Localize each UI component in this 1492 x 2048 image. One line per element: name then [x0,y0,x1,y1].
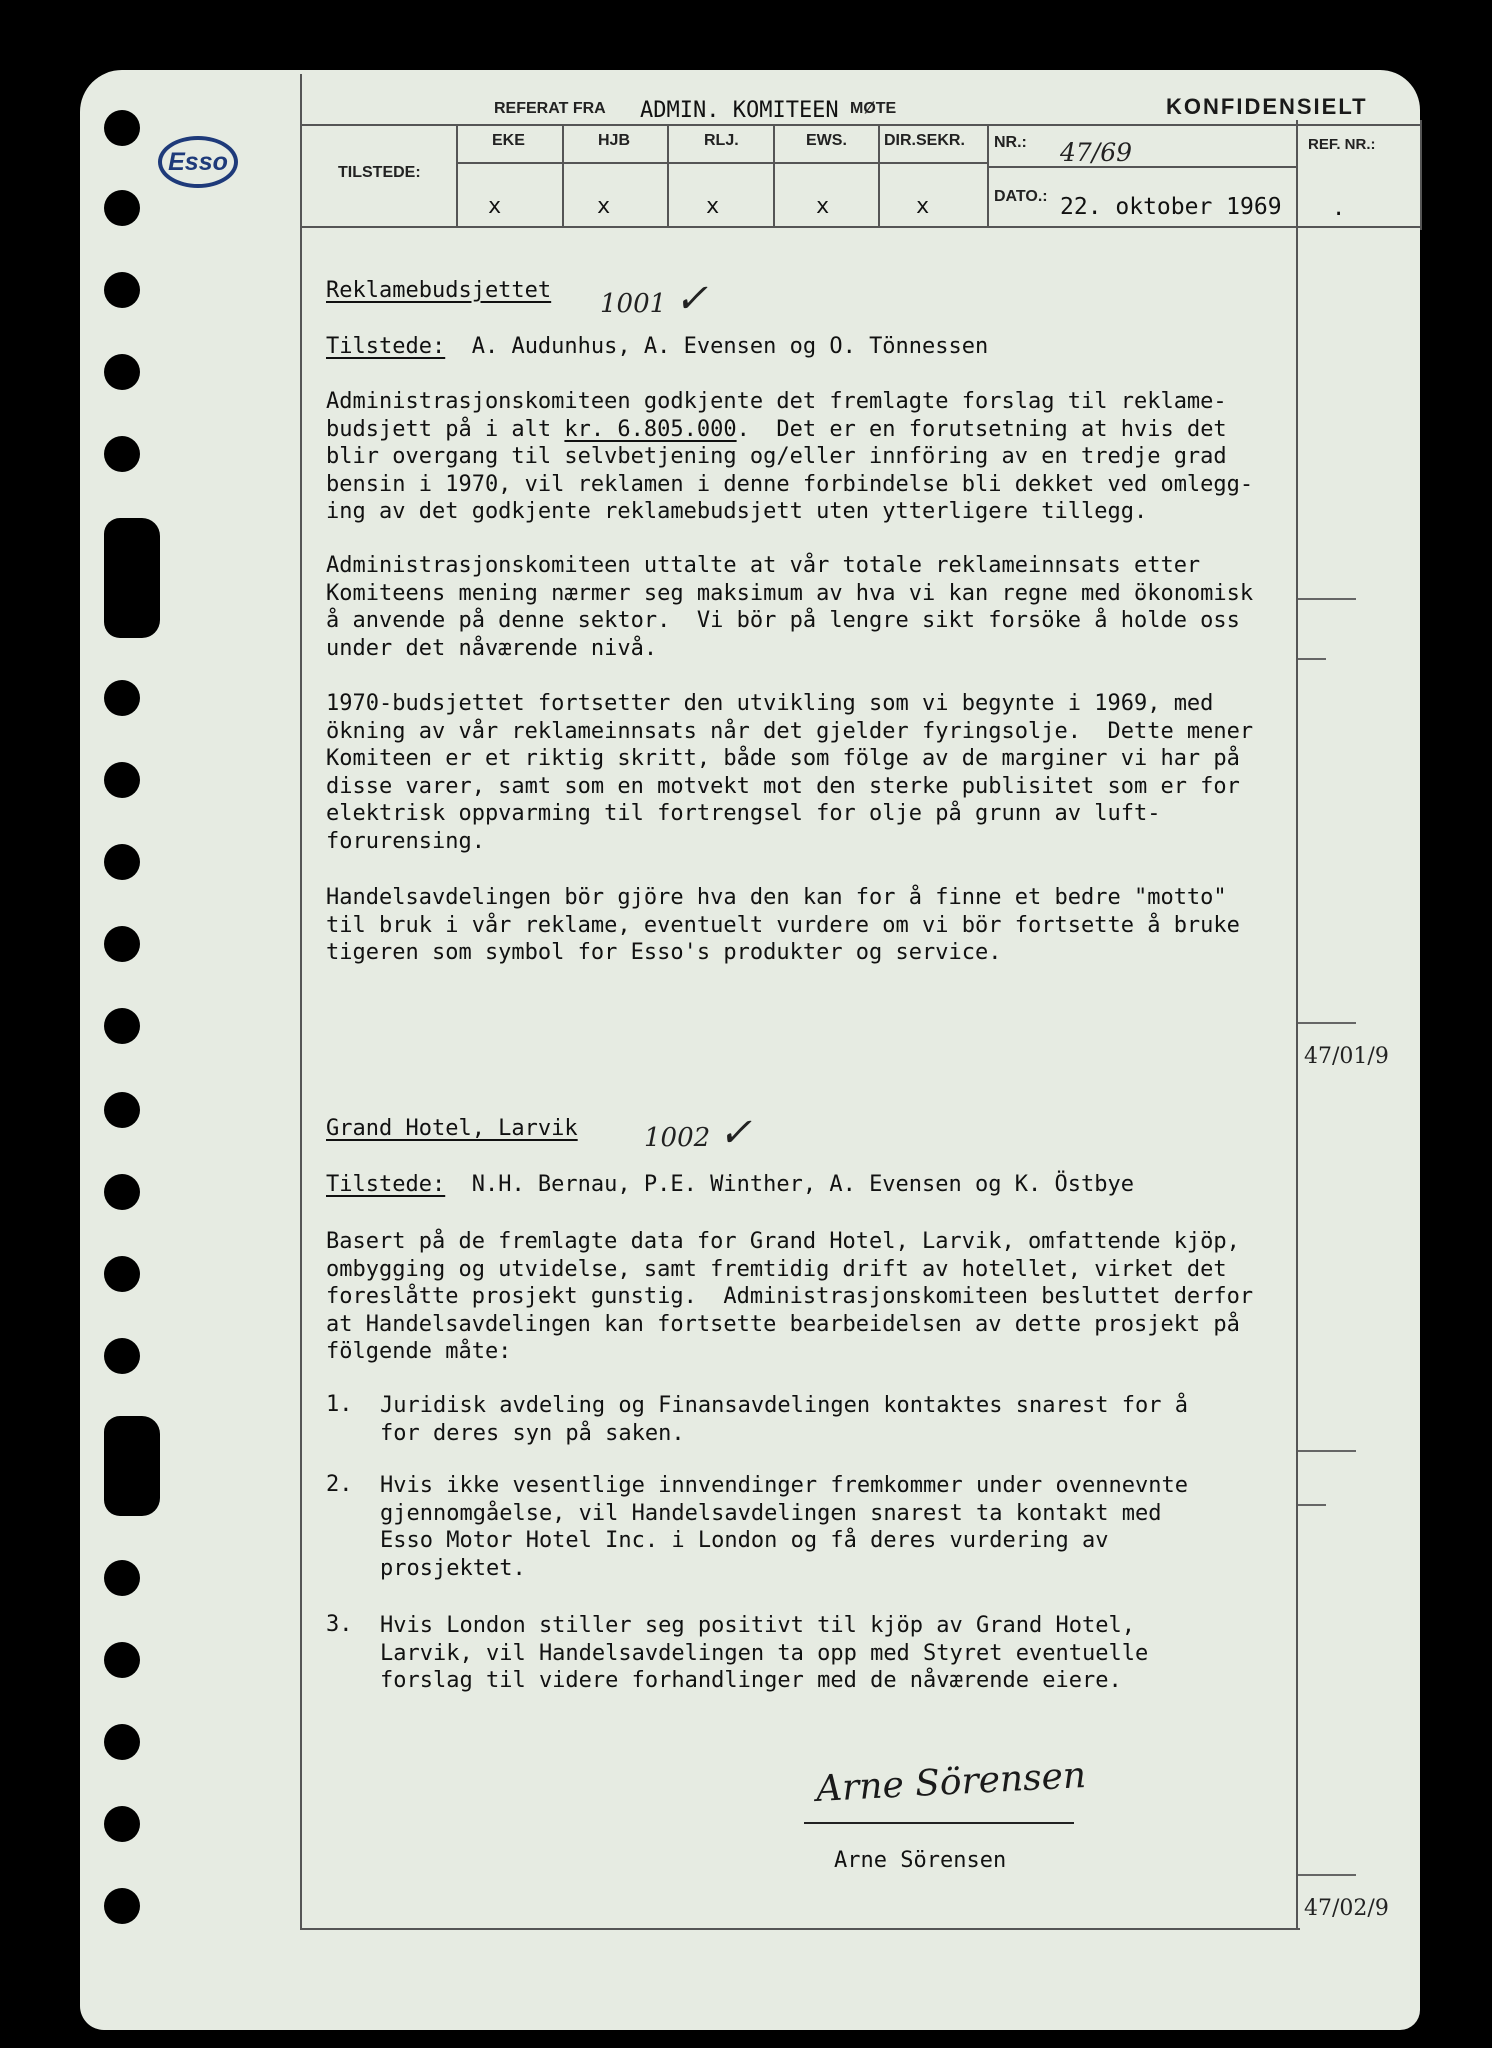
binder-slot [104,1416,160,1516]
nr-value: 47/69 [1060,138,1133,167]
section-title: Grand Hotel, Larvik [326,1116,578,1141]
attendance-mark: x [916,194,930,219]
column-label: EKE [492,132,525,149]
punch-hole [104,1560,140,1596]
header-top-line [300,124,1420,126]
punch-hole [104,354,140,390]
attendance-mark: x [488,194,502,219]
ref-nr-label: REF. NR.: [1308,136,1376,153]
punch-hole [104,1174,140,1210]
signature-name: Arne Sörensen [834,1848,1007,1873]
document-page [80,70,1420,2030]
mote-label: MØTE [850,100,897,117]
header-divider [878,124,880,226]
binder-slot [104,518,160,638]
header-column-label-line [456,162,987,164]
tilstede-value: N.H. Bernau, P.E. Winther, A. Evensen og K. Östbye [445,1172,1134,1197]
paragraph: Basert på de fremlagte data for Grand Hotel, Larvik, omfattende kjöp, ombygging og utvidelse, samt fremtidig drift av hotellet, virket det foreslåtte prosjekt gunstig. Administrasjonskomiteen besluttet derfor at Handelsavdelingen kan fortsette bearbeidelsen av dette prosjekt på fölgende måte: [326,1229,1254,1364]
frame-left-line [300,74,302,1930]
punch-hole [104,110,140,146]
header-bottom-line [300,226,1420,228]
margin-mark [1298,1874,1356,1876]
punch-hole [104,680,140,716]
dato-value: 22. oktober 1969 [1060,194,1282,220]
margin-mark [1298,598,1356,600]
list-item: Juridisk avdeling og Finansavdelingen kontaktes snarest for å for deres syn på saken. [380,1393,1188,1446]
header-divider [667,124,669,226]
tilstede-line [326,1172,1134,1197]
paragraph: Handelsavdelingen bör gjöre hva den kan for å finne et bedre "motto" til bruk i vår reklame, eventuelt vurdere om vi bör fortsette å bruke tigeren som symbol for Esso's produkter og service. [326,885,1240,965]
attendance-mark: x [706,194,720,219]
header-divider [562,124,564,226]
tilstede-line [326,334,988,359]
nr-line [987,166,1296,168]
punch-hole [104,1724,140,1760]
frame-right-column-line [1296,120,1298,1930]
section-title: Reklamebudsjettet [326,278,552,303]
margin-mark [1298,1022,1356,1024]
punch-hole [104,1642,140,1678]
referat-label: REFERAT FRA [494,100,606,117]
punch-hole [104,844,140,880]
punch-hole [104,1008,140,1044]
column-label: DIR.SEKR. [884,132,965,149]
punch-hole [104,1256,140,1292]
punch-hole [104,1338,140,1374]
punch-hole [104,436,140,472]
margin-mark [1298,1504,1326,1506]
nr-label: NR.: [994,134,1027,151]
confidential-stamp: KONFIDENSIELT [1166,94,1368,119]
referat-value: ADMIN. KOMITEEN [640,98,839,123]
header-divider [773,124,775,226]
paragraph: Administrasjonskomiteen uttalte at vår totale reklameinnsats etter Komiteens mening nærmer seg maksimum av hva vi kan regne med ökonomisk å anvende på denne sektor. Vi bör på lengre sikt forsöke å holde oss under det nåværende nivå. [326,553,1254,661]
punch-hole [104,762,140,798]
section-ref-number: 47/02/9 [1304,1896,1389,1921]
handwritten-note: 1001 ✓ [600,276,708,322]
column-label: RLJ. [704,132,739,149]
tilstede-value: A. Audunhus, A. Evensen og O. Tönnessen [445,334,989,359]
tilstede-header-label: TILSTEDE: [338,164,421,181]
column-label: EWS. [806,132,847,149]
attendance-mark: x [597,194,611,219]
list-item: Hvis ikke vesentlige innvendinger fremkommer under ovennevnte gjennomgåelse, vil Handelsavdelingen snarest ta kontakt med Esso Motor Hotel Inc. i London og få deres vurdering av prosjektet. [380,1473,1188,1581]
tilstede-label: Tilstede: [326,334,446,359]
punch-hole [104,1888,140,1924]
attendance-mark: x [816,194,830,219]
column-label: HJB [598,132,631,149]
section-ref-number: 47/01/9 [1304,1044,1389,1069]
signature: Arne Sörensen [815,1754,1088,1811]
tilstede-label: Tilstede: [326,1172,446,1197]
paragraph: Administrasjonskomiteen godkjente det fremlagte forslag til reklame- budsjett på i alt kr. 6.805.000. Det er en forutsetning at hvis det blir overgang til selvbetjening og/eller innföring av en tredje grad bensin i 1970, vil reklamen i denne forbindelse bli dekket ved omlegg- ing av det godkjente reklamebudsjett uten ytterligere tillegg. [326,389,1254,524]
margin-mark [1298,658,1326,660]
list-number: 2. [326,1472,353,1497]
punch-hole [104,926,140,962]
list-item: Hvis London stiller seg positivt til kjöp av Grand Hotel, Larvik, vil Handelsavdelingen ta opp med Styret eventuelle forslag til videre forhandlinger med de nåværende eiere. [380,1613,1149,1693]
punch-hole [104,272,140,308]
ref-nr-value: . [1332,196,1346,221]
punch-hole [104,190,140,226]
paragraph: 1970-budsjettet fortsetter den utvikling som vi begynte i 1969, med ökning av vår reklameinnsats når det gjelder fyringsolje. Dette mener Komiteen er et riktig skritt, både som fölge av de marginer vi har på disse varer, samt som en motvekt mot den sterke publisitet som er for elektrisk oppvarming til fortrengsel for olje på grunn av luft- forurensing. [326,691,1254,854]
list-number: 3. [326,1612,353,1637]
list-number: 1. [326,1392,353,1417]
dato-label: DATO.: [994,188,1048,205]
header-divider [456,124,458,226]
header-right-edge [1420,120,1422,230]
frame-bottom-line [300,1928,1300,1930]
handwritten-note: 1002 ✓ [644,1110,752,1156]
margin-mark [1298,1450,1356,1452]
header-divider [987,124,989,226]
esso-logo: Esso [158,136,238,188]
punch-hole [104,1092,140,1128]
punch-hole [104,1806,140,1842]
signature-line [804,1822,1074,1824]
